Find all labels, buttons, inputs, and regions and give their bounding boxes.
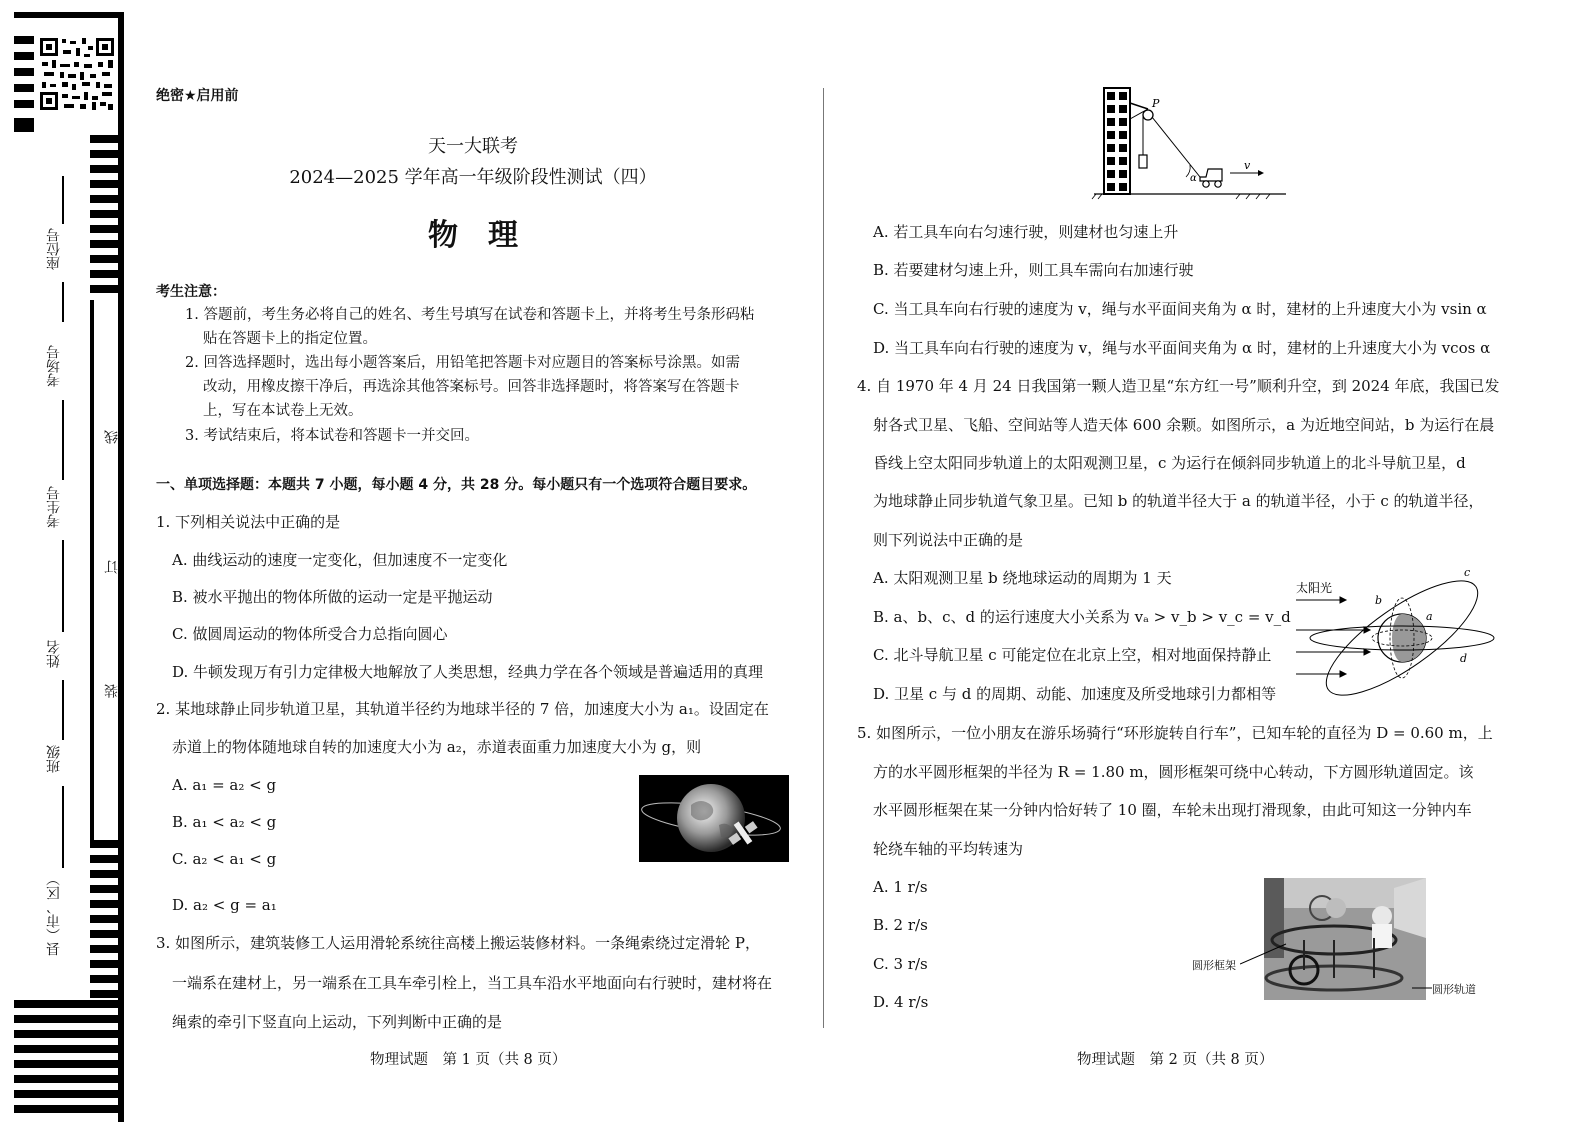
room-label: 考场号 [46,345,62,387]
q3-stem: 3. 如图所示，建筑装修工人运用滑轮系统往高楼上搬运装修材料。一条绳索绕过定滑轮 P， [156,934,760,952]
q4-stem: 昏线上空太阳同步轨道上的太阳观测卫星，c 为运行在倾斜同步轨道上的北斗导航卫星，d [873,454,1466,472]
q3-option-d[interactable]: D. 当工具车向右行驶的速度为 v，绳与水平面间夹角为 α 时，建材的上升速度大小为 vcos α [873,339,1491,357]
seat-label: 座位号 [46,228,62,270]
q5-stem: 水平圆形框架在某一分钟内恰好转了 10 圈，车轮未出现打滑现象，由此可知这一分钟内车 [873,801,1472,819]
track-label: 圆形轨道 [1432,983,1476,996]
earth-satellite-image [639,775,789,862]
column-divider [823,88,824,1028]
velocity-v-label: v [1244,159,1251,172]
exam-title: 2024—2025 学年高一年级阶段性测试（四） [289,167,657,188]
orbit-a-label: a [1426,610,1433,623]
q2-stem: 2. 某地球静止同步轨道卫星，其轨道半径约为地球半径的 7 倍，加速度大小为 a₁。设固定在 [156,700,769,718]
q1-stem: 1. 下列相关说法中正确的是 [156,513,341,531]
bind-line-text-2: 订 [104,560,120,574]
notice-title: 考生注意： [156,284,226,300]
q2-option-d[interactable]: D. a₂ < g = a₁ [172,896,277,914]
q5-stem: 5. 如图所示，一位小朋友在游乐场骑行“环形旋转自行车”，已知车轮的直径为 D = 0.60 m，上 [857,724,1493,742]
orbit-diagram [1290,568,1500,708]
q3-option-b[interactable]: B. 若要建材匀速上升，则工具车需向右加速行驶 [873,261,1194,279]
q1-option-d[interactable]: D. 牛顿发现万有引力定律极大地解放了人类思想，经典力学在各个领域是普遍适用的真理 [172,663,764,681]
bind-line-text-1: 线 [104,430,120,444]
q2-option-b[interactable]: B. a₁ < a₂ < g [172,813,277,831]
track-pointer-line [1412,980,1434,994]
ring-bicycle-photo [1264,878,1426,1000]
orbit-b-label: b [1375,594,1383,607]
q1-option-b[interactable]: B. 被水平抛出的物体所做的运动一定是平抛运动 [172,588,493,606]
notice-line: 上，写在本试卷上无效。 [203,403,363,419]
page-footer: 物理试题 第 2 页（共 8 页） [1077,1052,1274,1068]
section-heading: 一、单项选择题：本题共 7 小题，每小题 4 分，共 28 分。每小题只有一个选项符合题目要求。 [156,477,757,493]
orbit-d-label: d [1460,652,1468,665]
notice-line: 3. 考试结束后，将本试卷和答题卡一并交回。 [185,428,479,444]
exam-no-label: 考生号 [46,486,62,528]
q4-option-d[interactable]: D. 卫星 c 与 d 的周期、动能、加速度及所受地球引力都相等 [873,685,1277,703]
class-label: 班级 [46,745,62,773]
q3-option-a[interactable]: A. 若工具车向右匀速行驶，则建材也匀速上升 [873,223,1179,241]
q2-option-c[interactable]: C. a₂ < a₁ < g [172,850,277,868]
q4-option-b[interactable]: B. a、b、c、d 的运行速度大小关系为 vₐ > v_b > v_c = v_d [873,608,1291,626]
q4-stem: 4. 自 1970 年 4 月 24 日我国第一颗人造卫星“东方红一号”顺利升空，到 2024 年底，我国已发 [857,377,1500,395]
q4-stem: 射各式卫星、飞船、空间站等人造天体 600 余颗。如图所示，a 为近地空间站，b 为运行在晨 [873,416,1495,434]
q4-option-a[interactable]: A. 太阳观测卫星 b 绕地球运动的周期为 1 天 [873,569,1172,587]
notice-line: 2. 回答选择题时，选出每小题答案后，用铅笔把答题卡对应题目的答案标号涂黑。如需 [185,355,740,371]
q2-option-a[interactable]: A. a₁ = a₂ < g [172,776,277,794]
q2-stem: 赤道上的物体随地球自转的加速度大小为 a₂，赤道表面重力加速度大小为 g，则 [172,738,702,756]
q3-stem: 绳索的牵引下竖直向上运动，下列判断中正确的是 [172,1013,503,1031]
subject-title: 物 理 [428,218,518,253]
q3-option-c[interactable]: C. 当工具车向右行驶的速度为 v，绳与水平面间夹角为 α 时，建材的上升速度大小为 vsin α [873,300,1487,318]
pulley-diagram [1090,85,1290,203]
q5-stem: 轮绕车轴的平均转速为 [873,840,1024,858]
bind-line-text-3: 装 [104,684,120,698]
q3-stem: 一端系在建材上，另一端系在工具车牵引栓上，当工具车沿水平地面向右行驶时，建材将在 [172,974,773,992]
page-footer: 物理试题 第 1 页（共 8 页） [370,1052,567,1068]
angle-alpha-label: α [1190,173,1197,184]
q4-stem: 则下列说法中正确的是 [873,531,1024,549]
q4-stem: 为地球静止同步轨道气象卫星。已知 b 的轨道半径大于 a 的轨道半径，小于 c 的轨道半径， [873,492,1484,510]
q1-option-a[interactable]: A. 曲线运动的速度一定变化，但加速度不一定变化 [172,551,508,569]
q5-option-d[interactable]: D. 4 r/s [873,993,929,1011]
seat-fill-line [62,176,64,224]
orbit-c-label: c [1464,568,1471,579]
qr-code-icon [38,36,116,112]
q1-option-c[interactable]: C. 做圆周运动的物体所受合力总指向圆心 [172,625,448,643]
notice-line: 1. 答题前，考生务必将自己的姓名、考生号填写在试卷和答题卡上，并将考生号条形码粘 [185,307,755,323]
sunlight-label: 太阳光 [1296,581,1333,595]
q5-option-b[interactable]: B. 2 r/s [873,916,928,934]
frame-label: 圆形框架 [1192,959,1236,972]
secret-label: 绝密★启用前 [156,88,239,104]
pulley-p-label: P [1152,97,1160,110]
county-label: 县（市、区） [46,872,62,956]
q4-option-c[interactable]: C. 北斗导航卫星 c 可能定位在北京上空，相对地面保持静止 [873,646,1272,664]
name-label: 姓名 [46,640,62,668]
q5-option-c[interactable]: C. 3 r/s [873,955,928,973]
notice-line: 改动，用橡皮擦干净后，再选涂其他答案标号。回答非选择题时，将答案写在答题卡 [203,379,740,395]
q5-stem: 方的水平圆形框架的半径为 R = 1.80 m，圆形框架可绕中心转动，下方圆形轨道固定。该 [873,763,1474,781]
org-title: 天一大联考 [428,136,518,157]
q5-option-a[interactable]: A. 1 r/s [873,878,928,896]
frame-pointer-line [1240,940,1290,970]
notice-line: 贴在答题卡上的指定位置。 [203,331,377,347]
